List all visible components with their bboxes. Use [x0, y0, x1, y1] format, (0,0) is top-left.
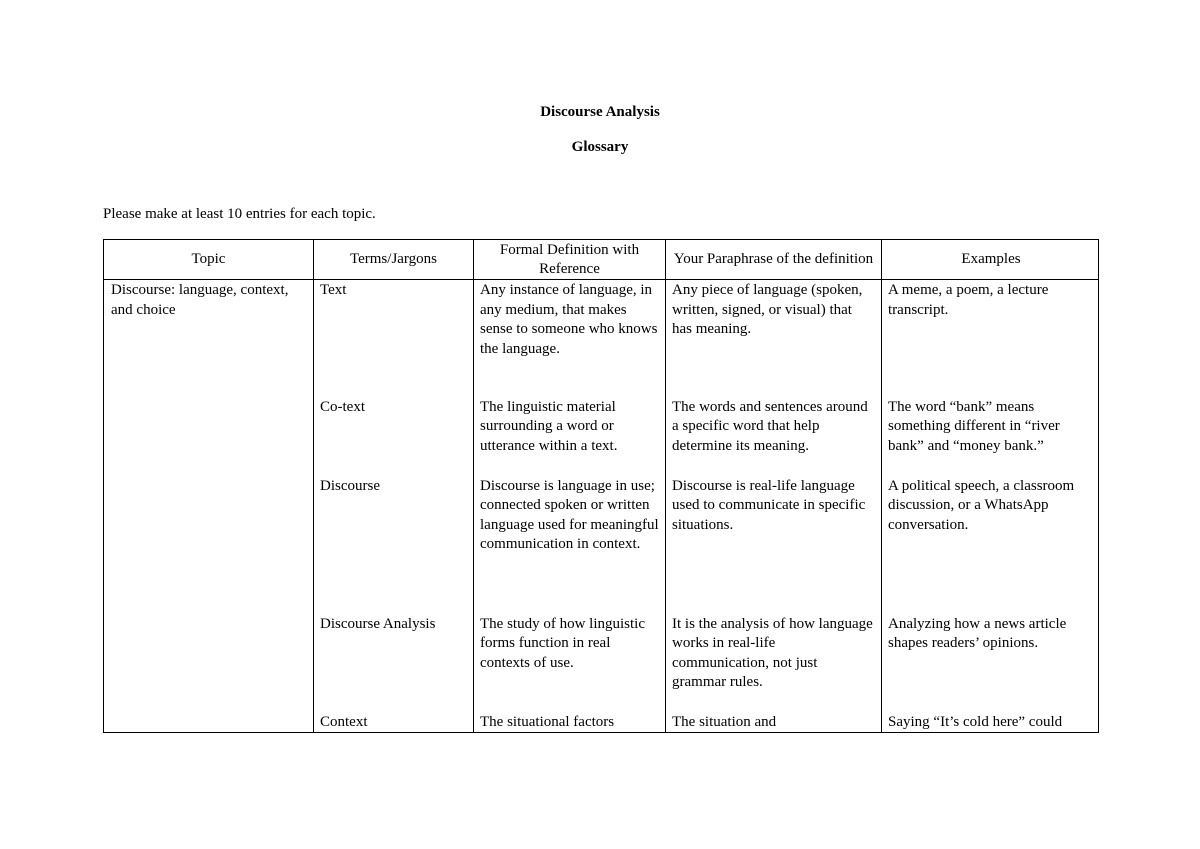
glossary-table [103, 239, 1099, 733]
term-cell: Context [314, 713, 474, 734]
table-row [104, 280, 1100, 398]
term-cell: Co-text [314, 398, 474, 477]
document-subtitle: Glossary [571, 139, 629, 155]
instruction-text: Please make at least 10 entries for each topic. [103, 206, 376, 222]
header-examples: Examples [882, 240, 1100, 280]
term-cell: Text [314, 280, 474, 398]
definition-cell: The study of how linguistic forms function in real contexts of use. [474, 615, 666, 713]
definition-cell: The linguistic material surrounding a word or utterance within a text. [474, 398, 666, 477]
paraphrase-cell: It is the analysis of how language works in real-life communication, not just grammar rules. [666, 615, 882, 713]
document-title: Discourse Analysis [540, 104, 660, 120]
paraphrase-cell: The words and sentences around a specific word that help determine its meaning. [666, 398, 882, 477]
paraphrase-cell: The situation and [666, 713, 882, 734]
table-header-row [104, 240, 1100, 280]
example-cell: A meme, a poem, a lecture transcript. [882, 280, 1100, 398]
glossary-table-container [103, 239, 1099, 733]
paraphrase-cell: Any piece of language (spoken, written, signed, or visual) that has meaning. [666, 280, 882, 398]
header-terms: Terms/Jargons [314, 240, 474, 280]
header-paraphrase: Your Paraphrase of the definition [666, 240, 882, 280]
definition-cell: Any instance of language, in any medium, that makes sense to someone who knows the language. [474, 280, 666, 398]
header-formal-definition: Formal Definition with Reference [474, 240, 666, 280]
term-cell: Discourse Analysis [314, 615, 474, 713]
example-cell: Saying “It’s cold here” could [882, 713, 1100, 734]
paraphrase-cell: Discourse is real-life language used to communicate in specific situations. [666, 477, 882, 615]
definition-cell: The situational factors [474, 713, 666, 734]
definition-cell: Discourse is language in use; connected spoken or written language used for meaningful communication in context. [474, 477, 666, 615]
example-cell: A political speech, a classroom discussion, or a WhatsApp conversation. [882, 477, 1100, 615]
example-cell: The word “bank” means something different in “river bank” and “money bank.” [882, 398, 1100, 477]
term-cell: Discourse [314, 477, 474, 615]
header-topic: Topic [104, 240, 314, 280]
topic-cell: Discourse: language, context, and choice [104, 280, 314, 734]
example-cell: Analyzing how a news article shapes readers’ opinions. [882, 615, 1100, 713]
